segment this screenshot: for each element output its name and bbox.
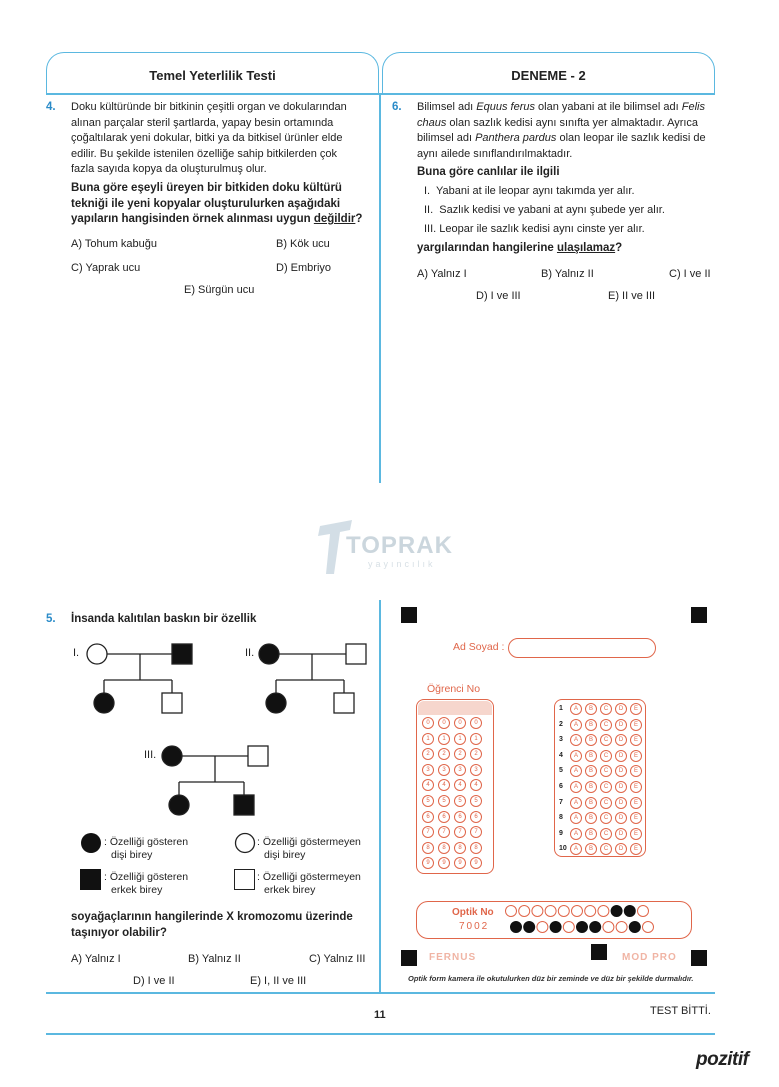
tree1-father <box>172 644 192 664</box>
student-no-bubble[interactable]: 1 <box>454 733 466 745</box>
name-label: Ad Soyad : <box>453 641 505 653</box>
answer-bubble[interactable]: B <box>585 703 597 715</box>
student-no-bubble[interactable]: 5 <box>422 795 434 807</box>
optik-mark <box>532 906 543 917</box>
q4-question-line: tekniği ile yeni kopyalar oluşturulurken aşağıdaki <box>71 197 341 210</box>
q6-ask-a: yargılarından hangilerine <box>417 242 557 254</box>
answer-bubble[interactable]: D <box>615 781 627 793</box>
answer-bubble[interactable]: B <box>585 750 597 762</box>
q5-option-e[interactable]: E) I, II ve III <box>250 975 307 987</box>
q6-ask <box>417 241 622 257</box>
answer-bubble[interactable]: C <box>600 797 612 809</box>
q4-option-e[interactable]: E) Sürgün ucu <box>184 284 255 296</box>
tree2-father <box>346 644 366 664</box>
q4-line: Doku kültüründe bir bitkinin çeşitli organ ve dokularından <box>71 101 347 113</box>
q5-question-line: taşınıyor olabilir? <box>71 926 167 939</box>
legend-es-line1: : Özelliği göstermeyen <box>257 871 361 883</box>
student-no-bubble[interactable]: 0 <box>454 717 466 729</box>
tree2-label: II. <box>245 647 255 659</box>
answer-bubble[interactable]: D <box>615 812 627 824</box>
q4-line: çoğaltılarak yeni dokular, bitki ya da bitkisel ürünler elde <box>71 132 343 144</box>
student-no-bubble[interactable]: 3 <box>454 764 466 776</box>
legend-ec-line1: : Özelliği göstermeyen <box>257 836 361 848</box>
student-no-bubble[interactable]: 0 <box>438 717 450 729</box>
answer-bubble[interactable]: E <box>630 765 642 777</box>
optik-no-marks <box>505 904 675 938</box>
q4-question-line <box>71 212 376 228</box>
optik-mark <box>590 922 601 933</box>
student-no-bubble[interactable]: 8 <box>454 842 466 854</box>
answer-row-number: 7 <box>559 798 563 806</box>
tree3-mother <box>162 746 182 766</box>
q6-statement-3: III. Leopar ile sazlık kedisi aynı cinste yer alır. <box>424 223 645 235</box>
student-no-bubble[interactable]: 4 <box>422 779 434 791</box>
q4-line: fazla sayıda kopya da oluşturulmuş olur. <box>71 163 267 175</box>
answer-bubble[interactable]: E <box>630 781 642 793</box>
q5-number: 5. <box>46 613 56 625</box>
student-no-bubble[interactable]: 9 <box>454 857 466 869</box>
test-end-text: TEST BİTTİ. <box>650 1005 711 1017</box>
student-no-bubble[interactable]: 5 <box>454 795 466 807</box>
student-no-bubble[interactable]: 1 <box>438 733 450 745</box>
answer-bubble[interactable]: A <box>570 734 582 746</box>
q5-option-a[interactable]: A) Yalnız I <box>71 953 121 965</box>
student-no-bubble[interactable]: 7 <box>470 826 482 838</box>
legend-empty-circle-label <box>257 836 361 862</box>
q4-option-d[interactable]: D) Embriyo <box>276 262 332 274</box>
student-no-bubble[interactable]: 5 <box>438 795 450 807</box>
name-field[interactable] <box>508 638 656 658</box>
publisher-watermark <box>316 518 456 578</box>
q6-lead: Buna göre canlılar ile ilgili <box>417 166 560 178</box>
q6-ask-emph: ulaşılamaz <box>556 242 616 254</box>
answer-bubble[interactable]: A <box>570 750 582 762</box>
student-no-bubble[interactable]: 7 <box>438 826 450 838</box>
answer-bubble[interactable]: C <box>600 734 612 746</box>
header-right-title: DENEME - 2 <box>511 68 586 83</box>
q6-text <box>417 100 717 162</box>
legend-empty-circle-icon <box>234 832 256 854</box>
legend-filled-circle-label <box>104 836 188 862</box>
form-corner-marker <box>401 607 417 623</box>
legend-filled-square-icon <box>80 869 101 890</box>
optik-no-value: 7002 <box>459 921 490 932</box>
answer-bubble[interactable]: E <box>630 843 642 855</box>
page-number: 11 <box>374 1009 386 1021</box>
q6-option-d[interactable]: D) I ve III <box>476 290 521 302</box>
student-no-bubble[interactable]: 1 <box>470 733 482 745</box>
tree1-son <box>162 693 182 713</box>
student-no-bubble[interactable]: 3 <box>438 764 450 776</box>
answer-bubble[interactable]: C <box>600 703 612 715</box>
answer-bubble[interactable]: D <box>615 734 627 746</box>
optik-mark <box>506 906 517 917</box>
form-brand-right: MOD PRO <box>622 952 677 963</box>
student-no-bubble[interactable]: 3 <box>422 764 434 776</box>
student-no-bubble[interactable]: 1 <box>422 733 434 745</box>
student-no-bubble[interactable]: 5 <box>470 795 482 807</box>
q6-statement-2: II. Sazlık kedisi ve yabani at aynı şubede yer alır. <box>424 204 665 216</box>
answer-row-number: 2 <box>559 720 563 728</box>
optik-mark <box>537 922 548 933</box>
answer-bubble[interactable]: D <box>615 843 627 855</box>
form-corner-marker <box>691 607 707 623</box>
q4-number: 4. <box>46 101 56 113</box>
answer-bubble[interactable]: D <box>615 797 627 809</box>
student-no-bubble[interactable]: 7 <box>422 826 434 838</box>
legend-empty-square-label <box>257 871 361 897</box>
student-no-bubble[interactable]: 7 <box>454 826 466 838</box>
student-no-bubble[interactable]: 6 <box>422 811 434 823</box>
answer-row-number: 10 <box>559 845 567 853</box>
q6-line <box>417 116 717 132</box>
answer-bubble[interactable]: C <box>600 765 612 777</box>
tree2-son <box>334 693 354 713</box>
q6-option-c[interactable]: C) I ve II <box>669 268 711 280</box>
optik-mark <box>577 922 588 933</box>
student-no-bubble[interactable]: 8 <box>470 842 482 854</box>
form-timing-marker <box>591 944 607 960</box>
q6-statement-1: I. Yabani at ile leopar aynı takımda yer alır. <box>424 185 635 197</box>
answer-bubble[interactable]: B <box>585 812 597 824</box>
q6-option-e[interactable]: E) II ve III <box>608 290 656 302</box>
answer-bubble[interactable]: A <box>570 719 582 731</box>
legend-fc-line1: : Özelliği gösteren <box>104 836 189 848</box>
tree3-son <box>234 795 254 815</box>
answer-bubble[interactable]: E <box>630 812 642 824</box>
q4-question-end: ? <box>355 213 363 225</box>
q6-line2-b: olan sazlık kedisi aynı sınıfta yer almaktadır. Ayrıca <box>446 116 699 129</box>
student-no-bubble[interactable]: 2 <box>454 748 466 760</box>
q6-line1-b: olan yabani at ile bilimsel adı <box>535 101 682 113</box>
answer-bubble[interactable]: E <box>630 797 642 809</box>
q4-question-line-text: yapıların hangisinden örnek alınması uygun <box>71 213 314 225</box>
optik-mark <box>638 906 649 917</box>
answer-bubble[interactable]: C <box>600 750 612 762</box>
q6-line3-b: olan leopar ile sazlık kedisi de <box>556 132 706 144</box>
answer-bubble[interactable]: E <box>630 734 642 746</box>
optik-no-label: Optik No <box>452 907 494 918</box>
header-divider <box>46 93 715 95</box>
optik-mark <box>616 922 627 933</box>
answer-bubble[interactable]: B <box>585 828 597 840</box>
answer-bubble[interactable]: E <box>630 750 642 762</box>
student-no-header-strip <box>418 701 492 715</box>
student-no-bubble[interactable]: 6 <box>438 811 450 823</box>
answer-bubble[interactable]: B <box>585 843 597 855</box>
answer-bubble[interactable]: B <box>585 797 597 809</box>
watermark-sub: yayıncılık <box>368 559 436 569</box>
header-left-title: Temel Yeterlilik Testi <box>149 68 276 83</box>
q4-question-emph: değildir <box>313 213 356 225</box>
q6-line3-i: Panthera pardus <box>475 132 557 144</box>
publisher-logo <box>696 1049 748 1071</box>
legend-fc-line2: dişi birey <box>111 849 153 861</box>
q6-line <box>417 100 717 116</box>
student-no-bubble[interactable]: 2 <box>422 748 434 760</box>
q6-ask-end: ? <box>615 242 623 254</box>
student-no-bubble[interactable]: 8 <box>438 842 450 854</box>
optik-mark <box>511 922 522 933</box>
footer-line-top <box>46 992 715 994</box>
q6-line2-i: chaus <box>417 116 447 129</box>
student-no-label: Öğrenci No <box>427 683 481 695</box>
tree1-daughter <box>94 693 114 713</box>
tree3-daughter <box>169 795 189 815</box>
answer-bubble[interactable]: A <box>570 797 582 809</box>
answer-bubble[interactable]: C <box>600 843 612 855</box>
optik-mark <box>545 906 556 917</box>
q4-question <box>71 181 376 228</box>
student-no-bubble[interactable]: 3 <box>470 764 482 776</box>
optik-mark <box>550 922 561 933</box>
q5-option-c[interactable]: C) Yalnız III <box>309 953 366 965</box>
optik-mark <box>598 906 609 917</box>
answer-bubble[interactable]: B <box>585 765 597 777</box>
answer-bubble[interactable]: C <box>600 812 612 824</box>
answer-bubble[interactable]: D <box>615 750 627 762</box>
answer-row-number: 9 <box>559 829 563 837</box>
form-corner-marker <box>401 950 417 966</box>
answer-bubble[interactable]: C <box>600 781 612 793</box>
optik-mark <box>611 906 622 917</box>
q4-option-a[interactable]: A) Tohum kabuğu <box>71 238 158 250</box>
q6-line: aynı ailede sınıflandırılmaktadır. <box>417 147 573 160</box>
answer-bubble[interactable]: A <box>570 703 582 715</box>
answer-bubble[interactable]: A <box>570 828 582 840</box>
answer-row-number: 4 <box>559 751 563 759</box>
tree3-label: III. <box>144 749 157 761</box>
legend-filled-square-label <box>104 871 188 897</box>
answer-bubble[interactable]: E <box>630 703 642 715</box>
tree2-mother <box>259 644 279 664</box>
publisher-logo-text: pozitif <box>696 1049 749 1070</box>
q6-line3-a: bilimsel adı <box>417 132 476 144</box>
q5-question <box>71 910 353 941</box>
optik-mark <box>563 922 574 933</box>
legend-es-line2: erkek birey <box>264 884 316 896</box>
q6-number: 6. <box>392 101 402 113</box>
header-left-box <box>46 52 379 94</box>
q5-question-line: soyağaçlarının hangilerinde X kromozomu üzerinde <box>71 911 353 923</box>
optik-mark <box>629 922 640 933</box>
student-no-bubble[interactable]: 4 <box>438 779 450 791</box>
q4-line: alınan parçalar steril şartlarda, yapay besin ortamında <box>71 116 334 129</box>
optik-mark <box>624 906 635 917</box>
answer-bubble[interactable]: B <box>585 781 597 793</box>
form-note: Optik form kamera ile okutulurken düz bir zeminde ve düz bir şekilde durmalıdır. <box>408 974 694 983</box>
q6-line1-i: Equus ferus <box>476 101 535 113</box>
q4-option-b[interactable]: B) Kök ucu <box>276 238 330 250</box>
q5-title: İnsanda kalıtılan baskın bir özellik <box>71 613 257 625</box>
q4-question-line: Buna göre eşeyli üreyen bir bitkiden doku kültürü <box>71 182 342 194</box>
answer-row-number: 5 <box>559 767 563 775</box>
student-no-bubble[interactable]: 2 <box>438 748 450 760</box>
q6-line1-a: Bilimsel adı <box>417 101 477 113</box>
pedigree-diagram <box>60 636 380 826</box>
optik-mark <box>572 906 583 917</box>
q5-option-d[interactable]: D) I ve II <box>133 975 175 987</box>
q4-option-c[interactable]: C) Yaprak ucu <box>71 262 141 274</box>
tree2-daughter <box>266 693 286 713</box>
answer-bubble[interactable]: B <box>585 719 597 731</box>
answer-row-number: 3 <box>559 736 563 744</box>
answer-bubble[interactable]: A <box>570 765 582 777</box>
student-no-bubble[interactable]: 4 <box>454 779 466 791</box>
student-no-bubble[interactable]: 2 <box>470 748 482 760</box>
optik-mark <box>519 906 530 917</box>
student-no-bubble[interactable]: 6 <box>470 811 482 823</box>
answer-row-number: 8 <box>559 814 563 822</box>
answer-bubble[interactable]: D <box>615 719 627 731</box>
q5-option-b[interactable]: B) Yalnız II <box>188 953 241 965</box>
answer-bubble[interactable]: C <box>600 828 612 840</box>
student-no-bubble[interactable]: 6 <box>454 811 466 823</box>
optik-mark <box>603 922 614 933</box>
q6-option-a[interactable]: A) Yalnız I <box>417 268 467 280</box>
header-right-box <box>382 52 715 94</box>
legend-fs-line1: : Özelliği gösteren <box>104 871 189 883</box>
q6-line <box>417 131 717 147</box>
answer-bubble[interactable]: A <box>570 781 582 793</box>
optik-mark <box>558 906 569 917</box>
answer-bubble[interactable]: D <box>615 828 627 840</box>
legend-ec-line2: dişi birey <box>264 849 306 861</box>
student-no-bubble[interactable]: 0 <box>470 717 482 729</box>
student-no-bubble[interactable]: 0 <box>422 717 434 729</box>
footer-line-bottom <box>46 1033 715 1035</box>
legend-filled-circle-icon <box>80 832 102 854</box>
answer-bubble[interactable]: B <box>585 734 597 746</box>
form-brand-left: FERNUS <box>429 952 477 963</box>
watermark-brand: TOPRAK <box>346 532 453 559</box>
top-column-divider <box>379 93 381 483</box>
answer-bubble[interactable]: A <box>570 843 582 855</box>
answer-row-number: 6 <box>559 783 563 790</box>
legend-fs-line2: erkek birey <box>111 884 163 896</box>
answer-bubble[interactable]: D <box>615 703 627 715</box>
q6-option-b[interactable]: B) Yalnız II <box>541 268 594 280</box>
optik-mark <box>643 922 654 933</box>
tree3-father <box>248 746 268 766</box>
answer-bubble[interactable]: A <box>570 812 582 824</box>
student-no-bubble[interactable]: 9 <box>438 857 450 869</box>
answer-bubble[interactable]: E <box>630 828 642 840</box>
answer-row-number: 1 <box>559 705 563 712</box>
legend-empty-square-icon <box>234 869 255 890</box>
q4-text <box>71 100 371 178</box>
answer-bubble[interactable]: C <box>600 719 612 731</box>
form-corner-marker <box>691 950 707 966</box>
student-no-bubble[interactable]: 4 <box>470 779 482 791</box>
q4-line: edilir. Bu şekilde istenilen özelliğe sahip bitkilerden çok <box>71 147 337 160</box>
student-no-bubble[interactable]: 9 <box>470 857 482 869</box>
answer-bubble[interactable]: E <box>630 719 642 731</box>
student-no-bubble[interactable]: 8 <box>422 842 434 854</box>
answer-bubble[interactable]: D <box>615 765 627 777</box>
optik-mark <box>585 906 596 917</box>
student-no-bubble[interactable]: 9 <box>422 857 434 869</box>
q6-line1-i2: Felis <box>681 101 705 113</box>
tree1-mother <box>87 644 107 664</box>
optik-mark <box>524 922 535 933</box>
tree1-label: I. <box>73 647 80 659</box>
